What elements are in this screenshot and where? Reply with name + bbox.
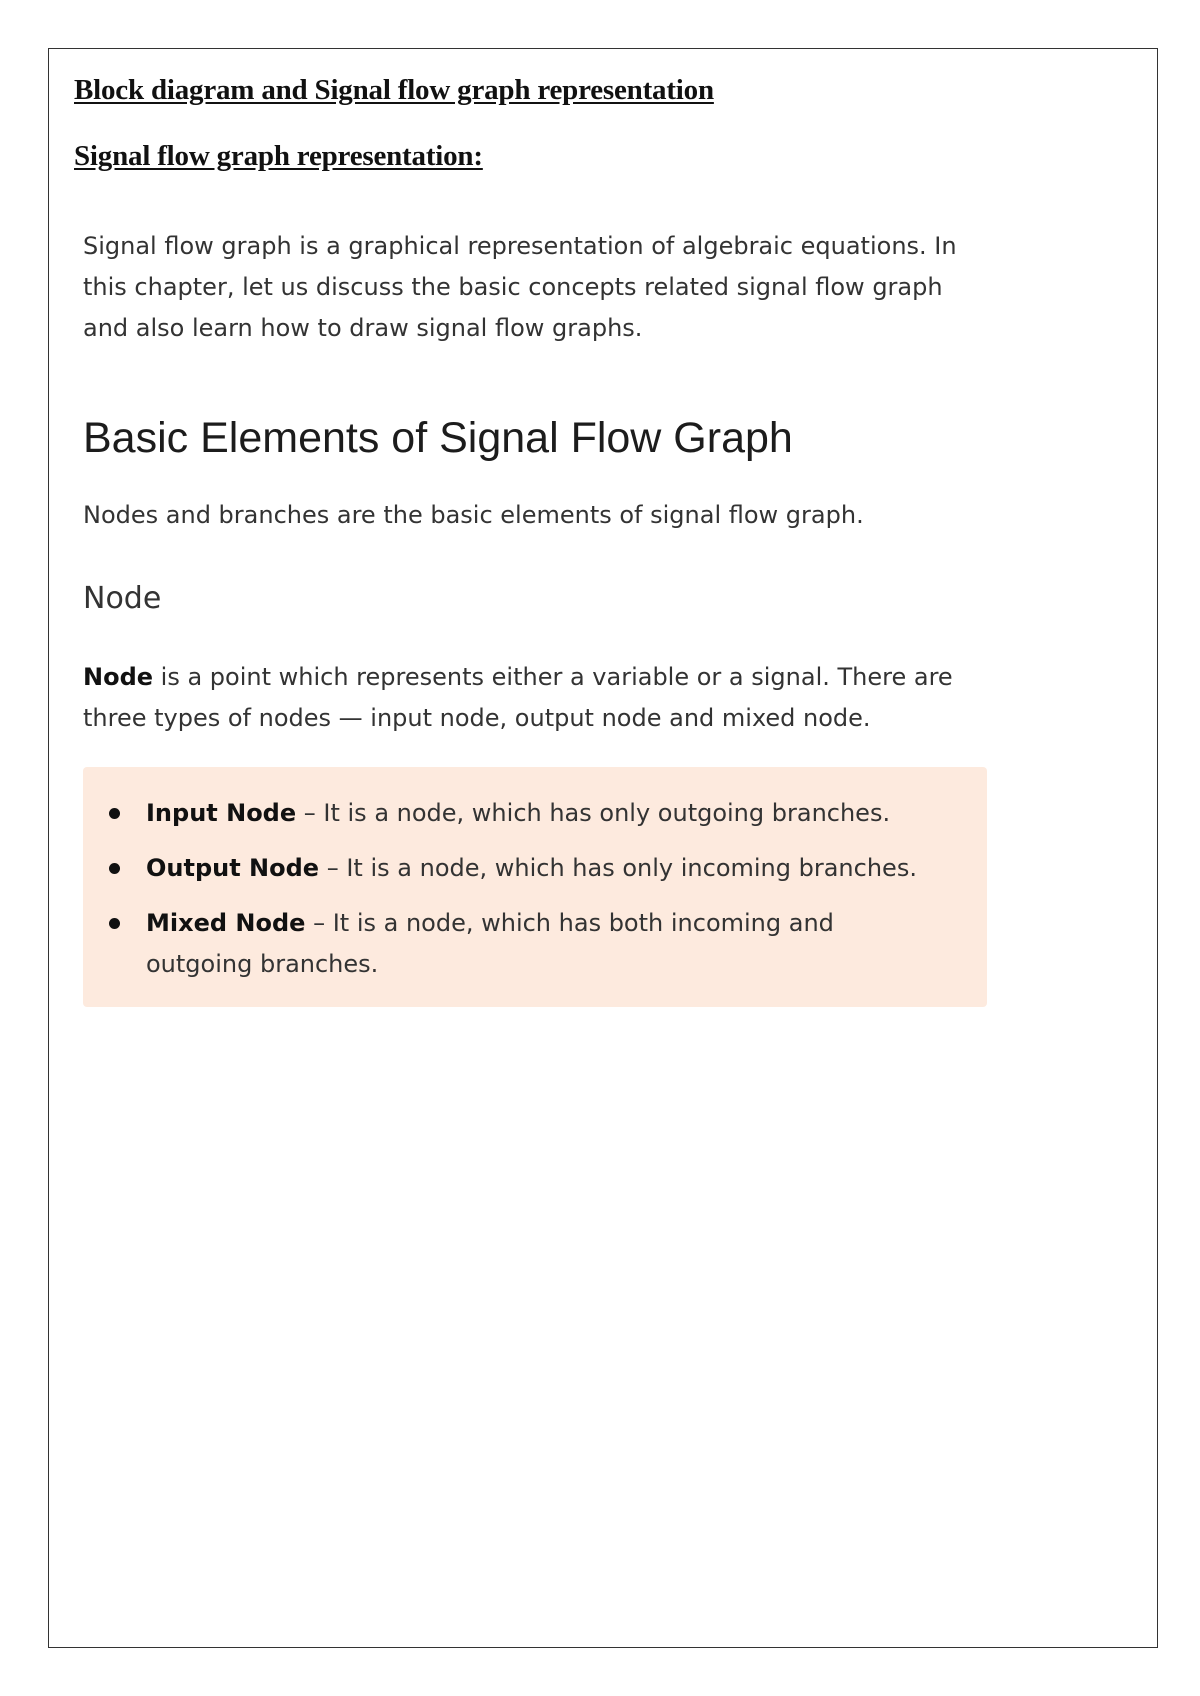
intro-paragraph: Signal flow graph is a graphical representation of algebraic equations. In this chapter, let us discuss the basic concepts related signal flow graph and also learn how to draw signal flow graphs.	[83, 232, 957, 342]
bullet-icon	[109, 808, 120, 819]
output-node-desc: – It is a node, which has only incoming branches.	[319, 854, 917, 882]
output-node-term: Output Node	[146, 854, 320, 882]
node-types-callout	[83, 767, 987, 1007]
input-node-desc: – It is a node, which has only outgoing branches.	[296, 799, 891, 827]
mixed-node-desc: – It is a node, which has both incoming and outgoing branches.	[146, 909, 834, 978]
bullet-icon	[109, 918, 120, 929]
node-definition	[83, 657, 983, 739]
mixed-node-term: Mixed Node	[146, 909, 306, 937]
section-heading-basic-elements: Basic Elements of Signal Flow Graph	[83, 414, 793, 462]
node-types-list	[83, 793, 987, 999]
document-title: Block diagram and Signal flow graph representation	[74, 74, 714, 106]
basic-elements-text: Nodes and branches are the basic elements of signal flow graph.	[83, 501, 864, 529]
list-item-mixed-node	[83, 903, 946, 985]
document-subtitle: Signal flow graph representation:	[74, 140, 483, 172]
bullet-icon	[109, 863, 120, 874]
node-definition-text: is a point which represents either a variable or a signal. There are three types of nodes — input node, output node and mixed node.	[83, 663, 953, 732]
list-item-input-node	[83, 793, 946, 834]
input-node-term: Input Node	[146, 799, 297, 827]
list-item-output-node	[83, 848, 946, 889]
node-heading: Node	[83, 581, 162, 616]
node-term: Node	[83, 663, 154, 691]
